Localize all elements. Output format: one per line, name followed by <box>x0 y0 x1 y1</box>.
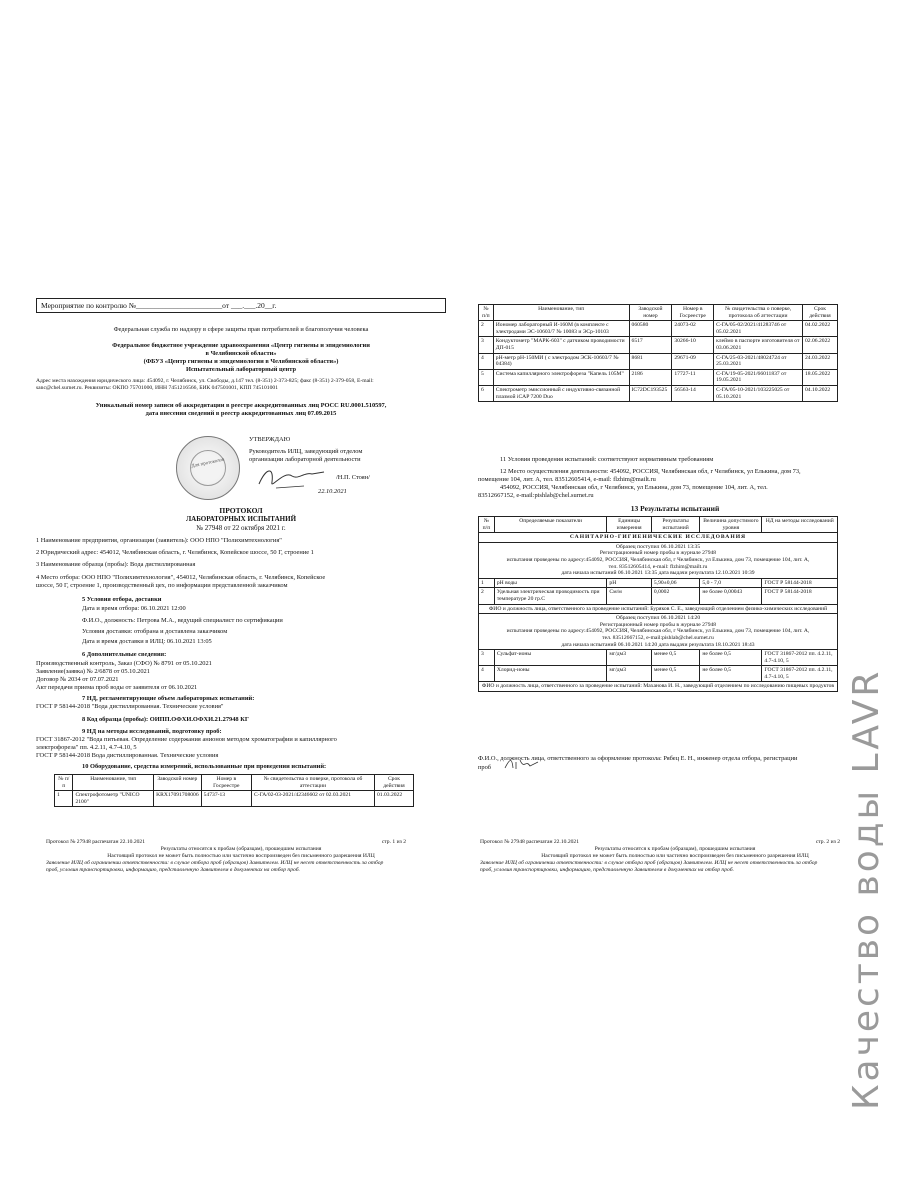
equipment-cell: pH-метр pH-150МИ ( с электродом ЭСК-10603/7 № 04384) <box>493 353 629 369</box>
equipment-cell: 54737-13 <box>201 791 251 807</box>
equipment-header-cell: № свидетельства о поверке, протокола об аттестации <box>714 305 803 321</box>
results-header-cell: Единицы измерения <box>607 517 651 533</box>
results-header-cell: Величина допустимого уровня <box>700 517 762 533</box>
stamp-text: Для протоколов <box>191 457 225 470</box>
equipment-cell: 060580 <box>629 321 672 337</box>
equipment-cell: 04.02.2022 <box>803 321 838 337</box>
control-event-header: Мероприятие по контролю №_______________________от ___.___.20__г. <box>36 298 446 313</box>
results-cell: 1 <box>479 578 495 588</box>
equipment-header-cell: № п/п <box>479 305 494 321</box>
equipment-cell: 6 <box>479 385 494 401</box>
section-11-conditions: 11 Условия проведения испытаний: соответствуют нормативным требованиям <box>500 456 714 463</box>
results-cell: менее 0,5 <box>651 650 700 666</box>
equipment-row <box>479 353 838 369</box>
equipment-header-cell: Наименование, тип <box>493 305 629 321</box>
equipment-cell: С-ГА/05-10-2021/103225025 от 05.10.2021 <box>714 385 803 401</box>
section-12-line-2: помещение 104, лит. А, тел. 83512605414, e-mail: flzhim@mailt.ru <box>478 476 656 483</box>
method-doc-1: ГОСТ 31867-2012 "Вода питьевая. Определение содержания анионов методом хроматографии и капиллярного <box>36 736 337 743</box>
equipment-cell: 01.03.2022 <box>374 791 413 807</box>
equipment-header-cell: Срок действия <box>803 305 838 321</box>
agency-line: Федеральная служба по надзору в сфере защиты прав потребителей и благополучия человека <box>113 326 369 333</box>
results-header-cell: Определяемые показатели <box>494 517 607 533</box>
equipment-cell: 04.10.2022 <box>803 385 838 401</box>
section-6-title: 6 Дополнительные сведения: <box>82 651 167 658</box>
protocol-page-1 <box>36 298 446 818</box>
footer-line-3: Заявление ИЛЦ об ограничении ответственности: в случае отбора проб (образцов) Заявителем. ИЛЦ не несет ответственность за отбор <box>46 860 384 866</box>
equipment-row <box>479 385 838 401</box>
section-4-line-1: 4 Место отбора: ООО НПО "Полихимтехнология", 454012, Челябинская область, г. Челябинск, Копейское <box>36 574 326 581</box>
equipment-cell: Иономер лабораторный И-160М (в комплекте с электродами ЭС-10603/7 № 10083 и ЭСр-10103 <box>493 321 629 337</box>
section-4-line-2: шоссе, 50 Г, строение 1, производственный цех, по информации представленной заказчиком <box>36 582 288 589</box>
protocol-title: ПРОТОКОЛ <box>219 506 263 515</box>
equipment-row <box>479 369 838 385</box>
equipment-cell: KRX17091708006 <box>154 791 202 807</box>
equipment-cell: 17727-11 <box>672 369 714 385</box>
approver-name: /Н.П. Стоян/ <box>336 474 370 481</box>
results-cell: Сульфат-ионы <box>494 650 607 666</box>
equipment-cell: 24073-02 <box>672 321 714 337</box>
results-row <box>479 578 838 588</box>
equipment-header-cell: Заводской номер <box>154 775 202 791</box>
results-cell: менее 0,5 <box>651 666 700 682</box>
results-cell: 4 <box>479 666 495 682</box>
equipment-row <box>479 321 838 337</box>
footer-line-1: Результаты относятся к пробам (образцам), прошедшим испытания <box>594 846 756 852</box>
equipment-table-2 <box>478 304 838 402</box>
additional-info-1: Производственный контроль, Заказ (СФО) № 8791 от 05.10.2021 <box>36 660 212 667</box>
additional-info-3: Договор № 2034 от 07.07.2021 <box>36 676 119 683</box>
protocol-responsible-line-2: проб <box>478 764 492 771</box>
results-cell: ГОСТ Р 58144-2018 <box>762 578 838 588</box>
equipment-cell: Спектрометр эмиссионный с индуктивно-связанной плазмой iCAP 7200 Duo <box>493 385 629 401</box>
approve-date: 22.10.2021 <box>318 488 347 495</box>
sample-2-responsible: ФИО и должность лица, ответственного за проведение испытаний: Маханова И. Н., заведующий отделением по исследованию пищевых продуктов <box>479 682 838 692</box>
equipment-header-cell: Срок действия <box>374 775 413 791</box>
sampling-datetime: Дата и время отбора: 06.10.2021 12:00 <box>82 605 186 612</box>
results-header-cell: № п/п <box>479 517 495 533</box>
section-2-address: 2 Юридический адрес: 454012, Челябинская область, г. Челябинск, Копейское шоссе, 50 Г, строение 1 <box>36 549 314 556</box>
protocol-responsible-line-1: Ф.И.О., должность лица, ответственного за оформление протокола: Рябец Е. Н., инженер отдела отбора, регистрации <box>478 755 798 762</box>
equipment-cell: 1 <box>55 791 73 807</box>
results-cell: ГОСТ 31867-2012 пп. 4.2.11, 4.7-4.10, 5 <box>762 666 838 682</box>
equipment-cell: 30266-10 <box>672 337 714 353</box>
footer-print-info: Протокол № 27948 распечатан 22.10.2021 <box>480 839 580 845</box>
additional-info-4: Акт передачи приема проб воды от заявителя от 06.10.2021 <box>36 684 198 691</box>
equipment-cell: 29671-09 <box>672 353 714 369</box>
results-cell: 3 <box>479 650 495 666</box>
results-cell: мг/дм3 <box>607 666 651 682</box>
equipment-cell: 02.06.2022 <box>803 337 838 353</box>
protocol-number: № 27948 от 22 октября 2021 г. <box>196 524 286 532</box>
section-12-line-3: 454092, РОССИЯ, Челябинская обл, г Челябинск, ул Елькина, дом 73, помещение 104, лит. А, тел. <box>500 484 768 491</box>
accreditation-line-2: дата внесения сведений в реестр аккредитованных лиц 07.09.2015 <box>145 410 337 417</box>
equipment-cell: С-ГА/05-02/2021/41283746 от 05.02.2021 <box>714 321 803 337</box>
institution-line-1: Федеральное бюджетное учреждение здравоохранения «Центр гигиены и эпидемиологии <box>112 342 370 349</box>
address-line-1: Адрес места нахождения юридического лица: 454092, г. Челябинск, ул. Свободы, д.147 тел. (8-351) 2-373-825; факс (8-351) 2-379-058, E-mail: <box>36 378 374 384</box>
results-row <box>479 666 838 682</box>
sample-2-info: Образец поступил 06.10.2021 14:20 Регистрационный номер пробы в журнале 27948 испытания проведены по адресу:454092, РОССИЯ, Челябинская обл, г Челябинск, ул Елькина, дом 73, помещение 104, лит. А, тел. 83512667152, e-mail:pishlab@chel.surnet.ru дата начала испытаний 06.10.2021 14:20 дата выдачи результата 18.10.2021 18:43 <box>479 614 838 650</box>
equipment-cell: 4 <box>479 353 494 369</box>
results-cell: Хлорид-ионы <box>494 666 607 682</box>
section-13-title: 13 Результаты испытаний <box>630 504 720 513</box>
section-5-title: 5 Условия отбора, доставки <box>82 596 162 603</box>
equipment-cell: Кондуктометр "МАРК-603" с датчиком проводимости ДП-015 <box>493 337 629 353</box>
address-line-2: sanc@chel.surnet.ru. Реквизиты: ОКПО 75701000, ИНН 7451216566, БИК 047501001, КПП 745101001 <box>36 385 278 391</box>
equipment-cell: 8681 <box>629 353 672 369</box>
delivery-time: Дата и время доставки в ИЛЦ: 06.10.2021 13:05 <box>82 638 212 645</box>
footer-line-1: Результаты относятся к пробам (образцам), прошедшим испытания <box>160 846 322 852</box>
results-cell: мг/дм3 <box>607 650 651 666</box>
equipment-header-cell: Номер в Госреестре <box>672 305 714 321</box>
approve-line-1: Руководитель ИЛЦ, заведующий отделом <box>249 448 363 455</box>
footer-line-3: Заявление ИЛЦ об ограничении ответственности: в случае отбора проб (образцов) Заявителем. ИЛЦ не несет ответственность за отбор <box>480 860 818 866</box>
approve-title: УТВЕРЖДАЮ <box>249 436 291 443</box>
results-cell: 2 <box>479 588 495 604</box>
approve-line-2: организации лабораторной деятельности <box>249 456 361 463</box>
equipment-header-cell: № свидетельства о поверке, протокола об аттестации <box>252 775 375 791</box>
equipment-cell: 2 <box>479 321 494 337</box>
delivery-conditions: Условия доставки: отобрана и доставлена заказчиком <box>82 628 228 635</box>
results-section-title: САНИТАРНО-ГИГИЕНИЧЕСКИЕ ИССЛЕДОВАНИЯ <box>479 533 838 543</box>
results-cell: не более 0,5 <box>700 650 762 666</box>
protocol-page-2 <box>470 298 880 818</box>
results-cell: 5,0 - 7,0 <box>700 578 762 588</box>
protocol-subtitle: ЛАБОРАТОРНЫХ ИСПЫТАНИЙ <box>185 515 297 523</box>
equipment-cell: 2186 <box>629 369 672 385</box>
method-doc-2: электрофореза" пп. 4.2.11, 4.7-4.10, 5 <box>36 744 137 751</box>
equipment-cell: 56563-14 <box>672 385 714 401</box>
equipment-table-1 <box>54 774 414 807</box>
responsible-signature <box>502 756 542 772</box>
section-10-title: 10 Оборудование, средства измерений, использованные при проведении испытаний: <box>82 763 327 770</box>
results-cell: ГОСТ 31867-2012 пп. 4.2.11, 4.7-4.10, 5 <box>762 650 838 666</box>
official-stamp <box>176 436 240 500</box>
section-12-line-1: 12 Место осуществления деятельности: 454092, РОССИЯ, Челябинская обл, г Челябинск, ул Елькина, дом 73, <box>500 468 801 475</box>
results-cell: не более 0,5 <box>700 666 762 682</box>
watermark-text: Качество воды LAVR <box>846 668 887 1110</box>
equipment-cell: Спектрофотометр "UNICO 2100" <box>73 791 154 807</box>
results-table <box>478 516 838 692</box>
institution-line-3: (ФБУЗ «Центр гигиены и эпидемиологии в Челябинской области») <box>143 358 339 365</box>
equipment-cell: С-ГА/02-03-2021/42346602 от 02.03.2021 <box>252 791 375 807</box>
equipment-header-cell: Наименование, тип <box>73 775 154 791</box>
equipment-cell: 3 <box>479 337 494 353</box>
equipment-cell: 5 <box>479 369 494 385</box>
footer-print-info: Протокол № 27948 распечатан 22.10.2021 <box>46 839 146 845</box>
footer-line-4: проб, условия транспортировки, информацию, представленную Заявителем в документах на отбор проб. <box>46 867 300 873</box>
results-row <box>479 588 838 604</box>
results-cell: 0,0002 <box>651 588 700 604</box>
results-cell: Удельная электрическая проводимость при температуре 20 гр.С <box>494 588 607 604</box>
sample-1-info: Образец поступил 06.10.2021 13:35 Регистрационный номер пробы в журнале 27948 испытания проведены по адресу:454092, РОССИЯ, Челябинская обл, г Челябинск, ул Елькина, дом 73, помещение 104, лит. А, тел. 83512605414, e-mail: flzhim@mailt.ru дата начала испытаний 06.10.2021 13:35 дата выдачи результата 12.10.2021 10:39 <box>479 542 838 578</box>
footer-page-number: стр. 2 из 2 <box>815 839 840 845</box>
equipment-cell: Система капиллярного электрофореза "Капель 105М" <box>493 369 629 385</box>
sampling-person: Ф.И.О., должность: Петрова М.А., ведущий специалист по сертификации <box>82 617 283 624</box>
footer-line-2: Настоящий протокол не может быть полностью или частично воспроизведен без письменного разрешения ИЛЦ <box>107 853 375 859</box>
institution-line-4: Испытательный лабораторный центр <box>185 366 297 373</box>
additional-info-2: Заявление(заявка) № 2/6878 от 05.10.2021 <box>36 668 150 675</box>
sample-1-responsible: ФИО и должность лица, ответственного за проведение испытаний: Буряков С. Е., заведующий отделением физико-химических исследований <box>479 604 838 614</box>
section-9-title: 9 НД на методы исследований, подготовку проб: <box>82 728 222 735</box>
equipment-cell: клеймо в паспорте изготовителя от 03.06.2021 <box>714 337 803 353</box>
footer-line-2: Настоящий протокол не может быть полностью или частично воспроизведен без письменного разрешения ИЛЦ <box>541 853 809 859</box>
equipment-cell: С-ГА/19-05-2021/66011837 от 19.05.2021 <box>714 369 803 385</box>
regulation-doc: ГОСТ Р 58144-2018 "Вода дистиллированная. Технические условия" <box>36 703 224 710</box>
equipment-cell: 6517 <box>629 337 672 353</box>
section-1-applicant: 1 Наименование предприятия, организации (заявитель): ООО НПО "Полихимтехнология" <box>36 537 282 544</box>
results-cell: См/м <box>607 588 651 604</box>
equipment-header-cell: Номер в Госреестре <box>201 775 251 791</box>
equipment-header-cell: № п/п <box>55 775 73 791</box>
section-3-sample: 3 Наименование образца (пробы): Вода дистиллированная <box>36 561 196 568</box>
results-cell: 5,90±0,06 <box>651 578 700 588</box>
results-cell: pH <box>607 578 651 588</box>
method-doc-3: ГОСТ Р 58144-2018 Вода дистиллированная. Технические условия <box>36 752 219 759</box>
equipment-row <box>479 337 838 353</box>
results-header-cell: Результаты испытаний <box>651 517 700 533</box>
results-header-cell: НД на методы исследований <box>762 517 838 533</box>
equipment-cell: 24.03.2022 <box>803 353 838 369</box>
equipment-cell: С-ГА/25-03-2021/48024724 от 25.03.2021 <box>714 353 803 369</box>
results-cell: не более 0,00043 <box>700 588 762 604</box>
institution-line-2: в Челябинской области» <box>205 350 277 357</box>
section-12-line-4: 83512667152, e-mail:pishlab@chel.surnet.ru <box>478 492 594 499</box>
equipment-cell: 18.05.2022 <box>803 369 838 385</box>
equipment-row <box>55 791 414 807</box>
results-cell: pH воды <box>494 578 607 588</box>
results-row <box>479 650 838 666</box>
section-7-title: 7 НД, регламентирующие объем лабораторных испытаний: <box>82 695 255 702</box>
footer-line-4: проб, условия транспортировки, информацию, представленную Заявителем в документах на отбор проб. <box>480 867 734 873</box>
footer-page-number: стр. 1 из 2 <box>381 839 406 845</box>
accreditation-line-1: Уникальный номер записи об аккредитации в реестре аккредитованных лиц РОСС RU.0001.510597, <box>95 402 387 409</box>
equipment-header-cell: Заводской номер <box>629 305 672 321</box>
equipment-cell: IC72DC193525 <box>629 385 672 401</box>
section-8-sample-code: 8 Код образца (пробы): ОИПП.ОФХИ.ОФХИ.21.27948 КГ <box>82 716 249 723</box>
results-cell: ГОСТ Р 58144-2018 <box>762 588 838 604</box>
